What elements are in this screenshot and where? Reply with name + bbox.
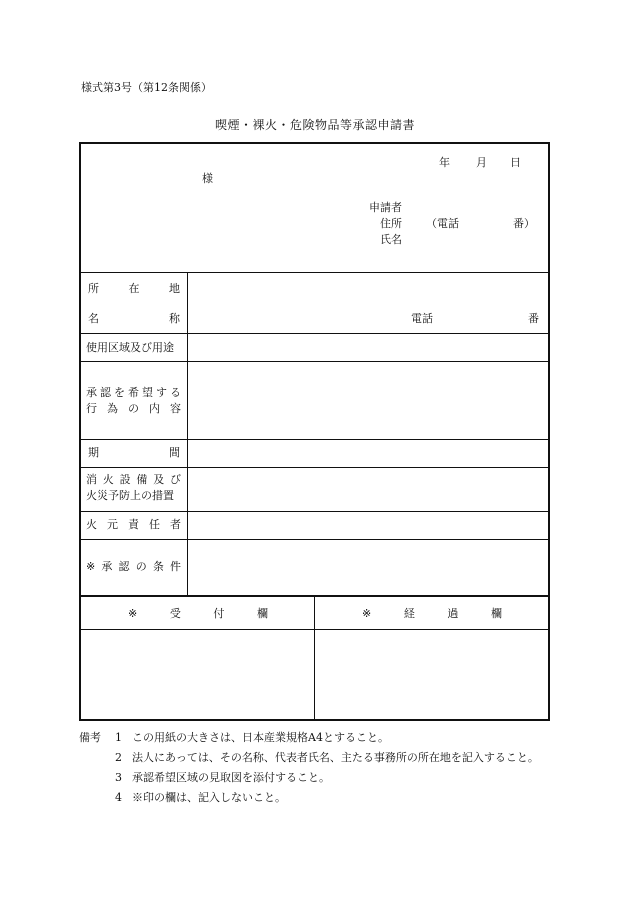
- table-rule: [79, 511, 550, 512]
- action-label-line2: 行 為 の 内 容: [86, 402, 181, 415]
- period-label: 期 間: [88, 446, 180, 459]
- remark-text: この用紙の大きさは、日本産業規格A4とすること。: [132, 731, 389, 744]
- phone-open-label: （電話: [426, 217, 459, 230]
- fire-equipment-label-line1: 消 火 設 備 及 び: [86, 473, 181, 486]
- remark-item: [79, 768, 552, 788]
- reception-column-header: ※ 受 付 欄: [128, 607, 268, 620]
- table-rule: [79, 333, 550, 334]
- table-rule: [79, 467, 550, 468]
- name-row-label: 名 称: [88, 312, 180, 325]
- remark-item: [79, 788, 552, 808]
- fire-manager-label: 火 元 責 任 者: [86, 518, 181, 531]
- phone-close-label: 番）: [513, 217, 535, 230]
- area-use-label: 使用区域及び用途: [86, 341, 174, 354]
- name-label: 氏名: [380, 233, 402, 246]
- fire-equipment-label-line2: 火災予防上の措置: [86, 489, 174, 502]
- remarks-heading: 備考: [79, 731, 101, 744]
- remark-text: 承認希望区域の見取図を添付すること。: [132, 771, 330, 784]
- addressee-suffix: 様: [202, 172, 213, 185]
- remark-item: [79, 728, 552, 748]
- remark-text: ※印の欄は、記入しないこと。: [132, 791, 286, 804]
- remark-number: 3: [115, 771, 122, 784]
- remark-number: 2: [115, 751, 122, 764]
- remark-text: 法人にあっては、その名称、代表者氏名、主たる事務所の所在地を記入すること。: [132, 751, 539, 764]
- table-rule: [79, 439, 550, 440]
- remark-item: [79, 748, 552, 768]
- action-label-line1: 承 認 を 希 望 す る: [86, 386, 181, 399]
- form-number: 様式第3号（第12条関係）: [81, 81, 212, 94]
- applicant-label: 申請者: [369, 201, 402, 214]
- bottom-split-rule: [314, 596, 315, 721]
- address-label: 住所: [380, 217, 402, 230]
- phone-label: 電話: [411, 312, 433, 325]
- phone-suffix: 番: [528, 312, 539, 325]
- date-year-label: 年: [439, 156, 450, 169]
- table-rule: [79, 539, 550, 540]
- remark-number: 4: [115, 791, 122, 804]
- remarks-section: [79, 728, 552, 808]
- conditions-label: ※ 承 認 の 条 件: [86, 560, 181, 573]
- label-column-rule: [187, 272, 188, 596]
- date-day-label: 日: [510, 156, 521, 169]
- progress-column-header: ※ 経 過 欄: [362, 607, 502, 620]
- location-label: 所 在 地: [88, 282, 180, 295]
- table-rule: [79, 272, 550, 273]
- table-rule: [79, 361, 550, 362]
- remark-number: 1: [115, 731, 122, 744]
- date-month-label: 月: [476, 156, 487, 169]
- form-title: 喫煙・裸火・危険物品等承認申請書: [214, 118, 415, 132]
